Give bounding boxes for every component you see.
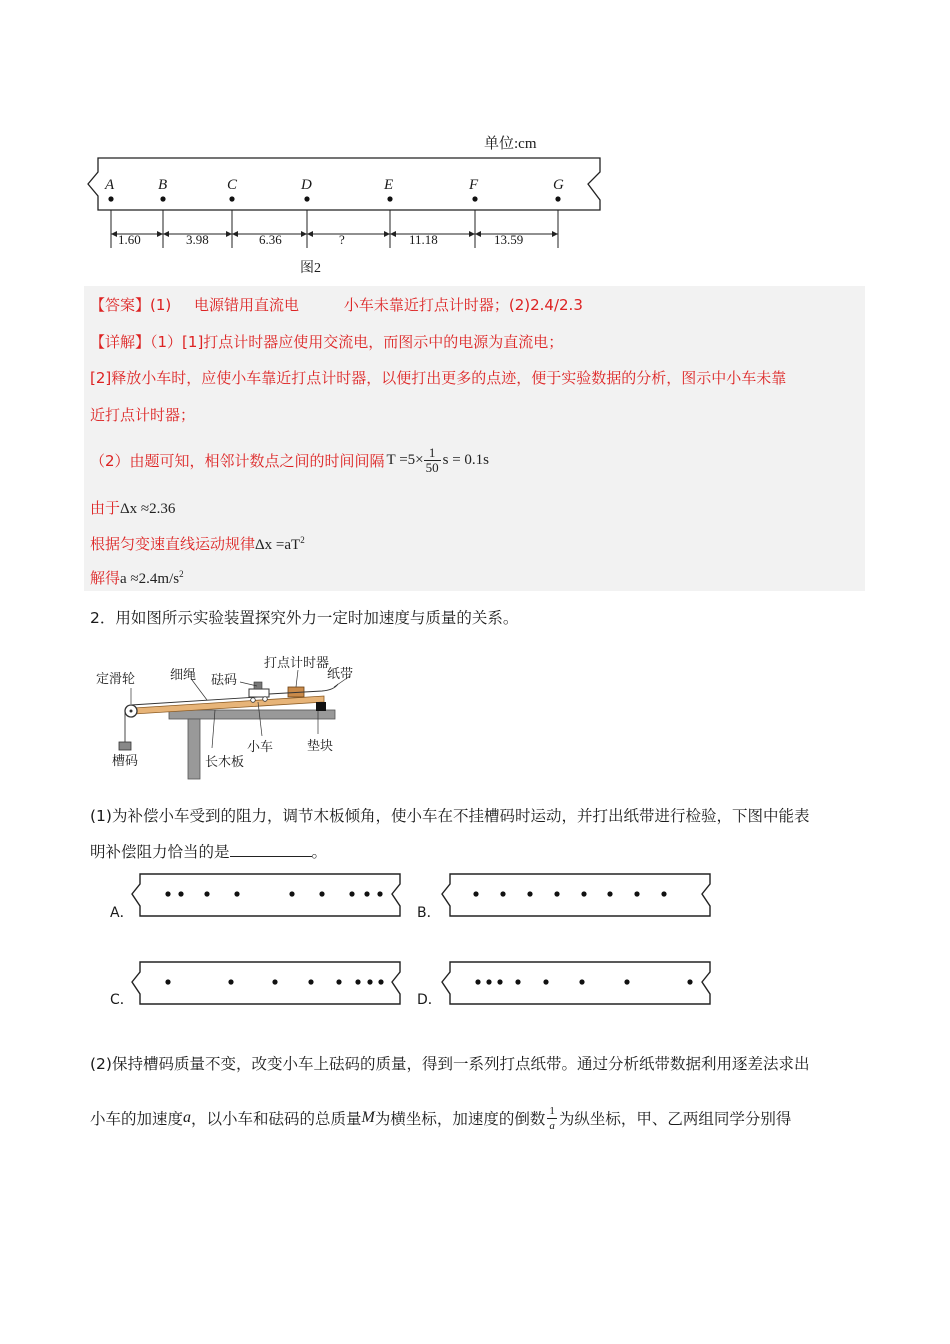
tape-option-c: [132, 962, 400, 1004]
answer-part2: (2)2.4/2.3: [508, 296, 583, 314]
tape-point-d: [304, 196, 309, 201]
label-weight: 砝码: [211, 673, 238, 688]
sub2-mass-symbol: M: [361, 1109, 375, 1126]
sub2-line2: [90, 1096, 791, 1140]
detail-line4-text: （2）由题可知，相邻计数点之间的时间间隔: [90, 451, 385, 470]
acceleration-sup: 2: [179, 569, 184, 579]
segment-bc: 3.98: [186, 232, 209, 247]
sub1-line1: (1)为补偿小车受到的阻力，调节木板倾角，使小车在不挂槽码时运动，并打出纸带进行检验，下图中能表: [90, 807, 810, 825]
tape-letter-b: B: [158, 177, 168, 193]
answer-line: [90, 294, 583, 315]
option-d-label[interactable]: D．: [417, 992, 442, 1008]
tape-letter-d: D: [301, 177, 312, 193]
detail-prefix: 【详解】: [90, 333, 151, 351]
sub2-text-d: 为纵坐标，甲、乙两组同学分别得: [558, 1110, 792, 1128]
detail-line7: [90, 567, 184, 588]
segment-ab: 1.60: [118, 232, 141, 247]
tape-point-f: [472, 196, 477, 201]
tape-option-d: [442, 962, 710, 1004]
fig2-tape-diagram: [86, 150, 606, 250]
fig2-unit-label: 单位:cm: [484, 136, 537, 152]
tape-option-a: [132, 874, 400, 916]
sub2-line1: (2)保持槽码质量不变，改变小车上砝码的质量，得到一系列打点纸带。通过分析纸带数据利用逐差法求出: [90, 1055, 810, 1073]
tape-point-g: [555, 196, 560, 201]
tape-point-c: [229, 196, 234, 201]
option-b-label[interactable]: B．: [417, 905, 441, 921]
label-hook-weight: 槽码: [112, 754, 139, 769]
reciprocal-den: a: [549, 1119, 555, 1132]
option-c-label[interactable]: C．: [110, 992, 134, 1008]
label-cart: 小车: [247, 740, 274, 755]
kinematics-sup: 2: [300, 535, 305, 545]
tape-option-b: [442, 874, 710, 916]
detail-line6: [90, 533, 305, 554]
sub2-text-b: ，以小车和砝码的总质量: [191, 1110, 362, 1128]
reciprocal-num: 1: [549, 1104, 555, 1117]
answer-blank[interactable]: [230, 842, 312, 857]
detail-line6-text: 根据匀变速直线运动规律: [90, 535, 256, 553]
label-board: 长木板: [205, 755, 245, 770]
interval-frac-num: 1: [424, 446, 441, 461]
sub1-line2: [90, 840, 327, 862]
answer-a1: 电源错用直流电: [194, 296, 300, 314]
answer-part1: (1): [150, 296, 172, 314]
sub1-end: 。: [311, 843, 328, 861]
answer-a2: 小车未靠近打点计时器；: [343, 296, 509, 314]
segment-fg: 13.59: [494, 232, 524, 247]
label-tape: 纸带: [327, 667, 354, 682]
interval-fraction: [424, 446, 441, 475]
label-timer: 打点计时器: [264, 656, 330, 671]
sub2-text-c: 为横坐标，加速度的倒数: [374, 1110, 546, 1128]
option-a-label[interactable]: A．: [110, 905, 134, 921]
tape-letter-c: C: [227, 177, 238, 193]
detail-line3: 近打点计时器；: [90, 406, 196, 424]
interval-frac-den: 50: [425, 459, 439, 475]
sub2-text-a: 小车的加速度: [90, 1110, 184, 1128]
tape-point-e: [387, 196, 392, 201]
sub1-line2-text: 明补偿阻力恰当的是: [90, 843, 230, 861]
detail-line7-text: 解得: [90, 569, 121, 587]
detail-line5: [90, 497, 175, 518]
segment-cd: 6.36: [259, 232, 282, 247]
tape-point-b: [160, 196, 165, 201]
detail-line4: [90, 440, 489, 480]
detail-line2: [2]释放小车时，应使小车靠近打点计时器，以便打出更多的点迹，便于实验数据的分析，图示中小车未靠: [90, 369, 787, 387]
detail-line1: [90, 331, 563, 352]
answer-prefix: 【答案】: [90, 296, 151, 314]
tape-letter-f: F: [469, 177, 479, 193]
segment-ef: 11.18: [409, 232, 438, 247]
question2-stem: 2．用如图所示实验装置探究外力一定时加速度与质量的关系。: [90, 609, 519, 627]
delta-x-formula: Δx ≈2.36: [120, 501, 176, 517]
detail-text1: （1）[1]打点计时器应使用交流电，而图示中的电源为直流电；: [150, 333, 564, 351]
fig2-caption: 图2: [300, 261, 321, 276]
segment-de: ?: [339, 232, 345, 247]
tape-letter-e: E: [384, 177, 394, 193]
tape-letter-a: A: [105, 177, 115, 193]
sub2-acceleration-symbol: a: [183, 1109, 192, 1126]
interval-formula-right: s = 0.1s: [442, 451, 489, 468]
interval-formula-left: T =5×: [386, 451, 424, 468]
label-block: 垫块: [307, 739, 334, 754]
reciprocal-fraction: [547, 1104, 557, 1133]
tape-letter-g: G: [553, 177, 564, 193]
label-pulley: 定滑轮: [96, 672, 136, 687]
kinematics-formula: Δx =aT: [255, 537, 301, 553]
tape-point-a: [108, 196, 113, 201]
detail-line5-text: 由于: [90, 499, 121, 517]
acceleration-result: a ≈2.4m/s: [120, 571, 180, 587]
label-rope: 细绳: [170, 668, 197, 683]
